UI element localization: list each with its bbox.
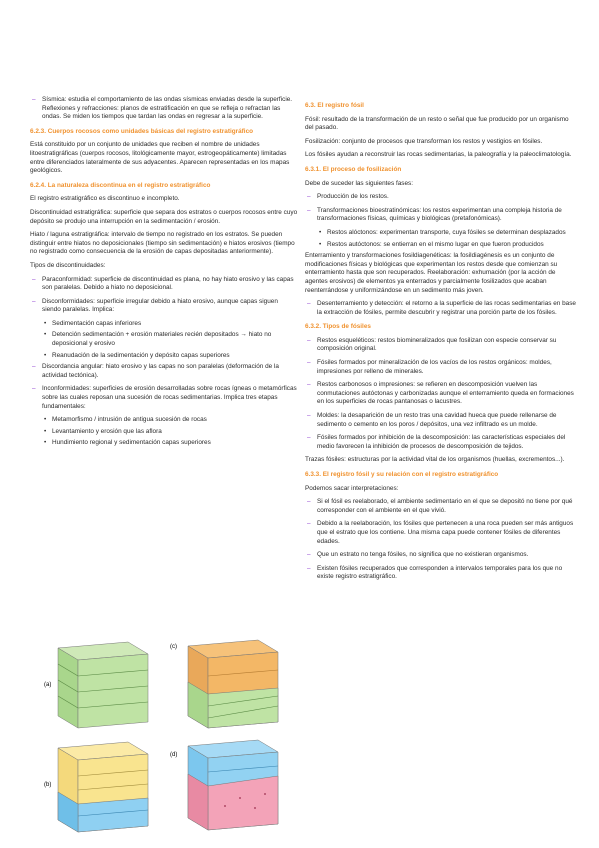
paragraph: Fósil: resultado de la transformación de un resto o señal que fue producido por un organismo del pasado. [305, 115, 569, 132]
paragraph: Trazas fósiles: estructuras por la actividad vital de los organismos (huellas, excrementos...). [305, 456, 565, 464]
bullet-interpretacion: – Debido a la reelaboración, los fósiles que pertenecen a una roca pueden ser más antiguos que el estrato que los contiene. Una misma capa puede contener fósiles de diferentes edades. [305, 520, 577, 546]
bullet-mineralizacion: – Fósiles formados por mineralización de los vacíos de los restos orgánicos: moldes, impresiones por relleno de minerales. [305, 359, 577, 376]
paragraph: Está constituido por un conjunto de unidades que reciben el nombre de unidades litoestratigráficas (cuerpos rocosos, litológicamente mayor, estrogeopáticamente) limitadas entre diferenciados lateralmente de sus adyacentes. Aparecen representadas en los mapas geológicos. [30, 141, 290, 175]
diagram-a [58, 642, 148, 728]
diagram-b [58, 742, 148, 832]
bullet-restos-esqueleticos: – Restos esqueléticos: restos biomineralizados que fosilizan con especie conservar su composición original. [305, 337, 577, 354]
sub-bullet: • Reanudación de la sedimentación y depósito capas superiores [30, 352, 298, 361]
sub-bullet: • Detención sedimentación + erosión materiales recién depositados → hiato no deposicional y erosivo [30, 331, 298, 348]
paragraph: Debe de suceder las siguientes fases: [305, 179, 413, 187]
paragraph: Tipos de discontinuidades: [30, 261, 106, 269]
sub-bullet: • Sedimentación capas inferiores [30, 320, 298, 329]
bullet-interpretacion: – Si el fósil es reelaborado, el ambiente sedimentario en el que se depositó no tiene por qué corresponder con el ambiente en el que vivió. [305, 498, 577, 515]
sub-bullet: • Levantamiento y erosión que las aflora [30, 428, 298, 437]
heading-6-2-3: 6.2.3. Cuerpos rocosos como unidades básicas del registro estratigráfico [30, 127, 254, 135]
heading-6-3-3: 6.3.3. El registro fósil y su relación con el registro estratigráfico [305, 471, 499, 478]
bullet-produccion: – Producción de los restos. [305, 193, 577, 202]
bullet-moldes: – Moldes: la desaparición de un resto tras una cavidad hueca que puede rellenarse de sedimento o cemento en los poros / depósitos, una vez infiltrado es un molde. [305, 412, 577, 429]
heading-6-3-1: 6.3.1. El proceso de fosilización [305, 165, 402, 173]
sub-bullet: • Hundimiento regional y sedimentación capas superiores [30, 439, 298, 448]
block-diagrams [40, 636, 295, 841]
right-column [305, 96, 577, 587]
paragraph: Podemos sacar interpretaciones: [305, 484, 399, 492]
heading-6-3-2: 6.3.2. Tipos de fósiles [305, 323, 371, 331]
fig-label-c: (c) [170, 644, 177, 650]
bullet-bioestratinomicas: – Transformaciones bioestratinómicas: los restos experimentan una compleja historia de transformaciones físicas, químicas y biológicas (pretafonómicas). [305, 207, 577, 224]
unconformity-figure [40, 636, 295, 841]
sub-bullet: • Restos autóctonos: se entierran en el mismo lugar en que fueron producidos [305, 241, 577, 250]
paragraph: Enterramiento y transformaciones fosildiagenéticas: la fosildiagénesis es un conjunto de modificaciones físicas y biológicas que experimentan los restos desde que comienzan su enterramiento hasta que son recuperados. Reelaboración: exhumación (por la acción de agentes erosivos) de elementos ya enterrados y parcialmente fosilizados que acaban reenterrándose y uniformizándose en un sedimento más joven. [305, 252, 558, 294]
bullet-desenterramiento: – Desenterramiento y detección: el retorno a la superficie de las rocas sedimentarias en base la extracción de fósiles, permite descubrir y registrar una porción parte de los fósiles. [305, 300, 577, 317]
fig-label-d: (d) [170, 752, 178, 758]
diagram-d [188, 740, 278, 830]
paragraph: Discontinuidad estratigráfica: superficie que separa dos estratos o cuerpos rocosos entre cuyo depósito se produjo una interrupción en la sedimentación / erosión. [30, 208, 298, 225]
bullet-interpretacion: – Existen fósiles recuperados que corresponden a intervalos temporales para los que no existe registro estratigráfico. [305, 565, 577, 582]
heading-6-2-4: 6.2.4. La naturaleza discontinua en el registro estratigráfico [30, 181, 211, 189]
fig-label-a: (a) [44, 682, 52, 688]
fig-label-b: (b) [44, 782, 52, 788]
paragraph: Hiato / laguna estratigráfica: intervalo de tiempo no registrado en los estratos. Se pueden distinguir entre hiatos no deposicionales (tiempo sin sedimentación) e hiatos erosivos (tiempo no registrado como consecuencia de la erosión de capas depositadas anteriormente). [30, 231, 295, 256]
intro-bullet: – Sísmica: estudia el comportamiento de las ondas sísmicas enviadas desde la superficie. Reflexiones y refracciones: planos de estratificación en que se refleja o refractan las ondas. Se miden los tiempos que tardan las ondas en regresar a la superficie. [30, 96, 298, 122]
left-column [30, 96, 298, 451]
bullet-inhibicion: – Fósiles formados por inhibición de la descomposición: las características especiales del medio favorecen la inhibición de procesos de descomposición de tejidos. [305, 434, 577, 451]
paragraph: El registro estratigráfico es discontinuo e incompleto. [30, 195, 180, 203]
heading-6-3: 6.3. El registro fósil [305, 102, 364, 109]
sub-bullet: • Restos alóctonos: experimentan transporte, cuya fósiles se determinan desplazados [305, 229, 577, 238]
paragraph: Los fósiles ayudan a reconstruir las rocas sedimentarias, la paleografía y la paleoclimatología. [305, 151, 572, 159]
paragraph: Fosilización: conjunto de procesos que transforman los restos y vestigios en fósiles. [305, 137, 543, 145]
bullet-interpretacion: – Que un estrato no tenga fósiles, no significa que no existieran organismos. [305, 551, 577, 560]
diagram-c [188, 640, 278, 728]
bullet-paraconformidad: – Paraconformidad: superficie de discontinuidad es plana, no hay hiato erosivo y las capas son paralelas. Debido a hiato no deposicional. [30, 276, 298, 293]
sub-bullet: • Metamorfismo / intrusión de antigua sucesión de rocas [30, 416, 298, 425]
bullet-carbonosos: – Restos carbonosos o impresiones: se refieren en descomposición vuelven las conmutaciones autóctonas y carbonizadas aunque el enterramiento queda en formaciones en los superficies de rocas pantanosas o lacustres. [305, 381, 577, 407]
bullet-inconformidades: – Inconformidades: superficies de erosión desarrolladas sobre rocas ígneas o metamórficas sobre las cuales reposan una sucesión de rocas sedimentarias. Implica tres etapas fundamentales: [30, 385, 298, 411]
bullet-discordancia: – Discordancia angular: hiato erosivo y las capas no son paralelas (deformación de la actividad tectónica). [30, 363, 298, 380]
bullet-disconformidades: – Disconformidades: superficie irregular debido a hiato erosivo, aunque capas siguen siendo paralelas. Implica: [30, 298, 298, 315]
